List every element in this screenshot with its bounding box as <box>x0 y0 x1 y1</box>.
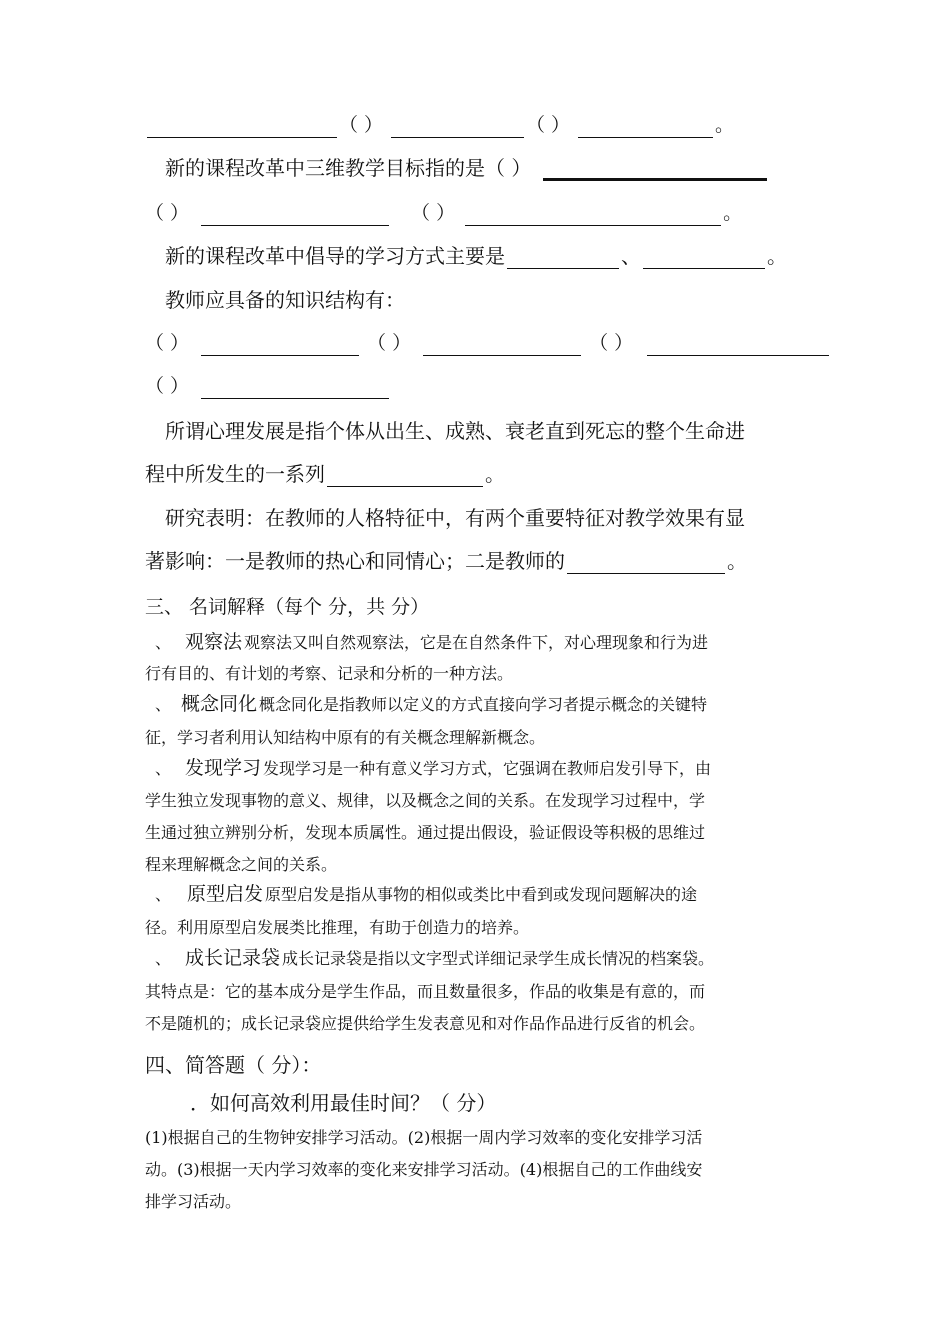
period: 。 <box>767 244 787 268</box>
answer-blank[interactable] <box>201 205 389 226</box>
term-definition: 发现学习是一种有意义学习方式，它强调在教师启发引导下，由 <box>263 759 712 778</box>
section-3-heading <box>145 594 429 620</box>
answer-blank[interactable] <box>643 248 765 269</box>
question-learning-method <box>165 243 787 269</box>
answer-blank[interactable] <box>578 117 713 138</box>
term-definition: 不是随机的；成长记录袋应提供给学生发表意见和对作品作品进行反省的机会。 <box>145 1014 706 1033</box>
paren: （ ） <box>526 114 571 136</box>
question-psych-development-cont <box>145 461 505 487</box>
answer-blank[interactable] <box>147 117 337 138</box>
blank-line-1 <box>145 112 734 138</box>
paren: （ ） <box>145 332 190 354</box>
period: 。 <box>727 549 747 573</box>
paren: （ ） <box>145 375 190 397</box>
term-item-assimilation-cont <box>145 726 545 750</box>
term-item-discovery-cont-1 <box>145 789 705 813</box>
separator: 、 <box>621 244 641 268</box>
answer-blank[interactable] <box>647 335 829 356</box>
item-number: 、 <box>155 633 172 652</box>
answer-text: 排学习活动。 <box>145 1192 242 1211</box>
short-answer-line-2 <box>145 1158 702 1182</box>
question-text: ．如何高效利用最佳时间？（ 分） <box>190 1091 497 1115</box>
question-text: 所谓心理发展是指个体从出生、成熟、衰老直到死忘的整个生命进 <box>165 419 745 443</box>
answer-blank[interactable] <box>201 378 389 399</box>
question-three-dim-goals <box>165 155 769 181</box>
term-definition: 学生独立发现事物的意义、规律，以及概念之间的关系。在发现学习过程中，学 <box>145 791 706 810</box>
term-definition: 生通过独立辨别分析，发现本质属性。通过提出假设，验证假设等积极的思维过 <box>145 823 706 842</box>
question-text: 新的课程改革中倡导的学习方式主要是 <box>165 244 505 268</box>
term-item-portfolio <box>155 946 714 971</box>
period: 。 <box>715 114 735 136</box>
term-definition: 征，学习者利用认知结构中原有的有关概念理解新概念。 <box>145 728 546 747</box>
question-text: 教师应具备的知识结构有： <box>165 288 405 312</box>
term-item-observation-cont <box>145 662 513 686</box>
question-research-cont <box>145 548 747 574</box>
question-research <box>165 505 745 531</box>
term-definition: 径。利用原型启发展类比推理，有助于创造力的培养。 <box>145 918 530 937</box>
period: 。 <box>485 462 505 486</box>
answer-blank[interactable] <box>567 553 725 574</box>
short-answer-line-3 <box>145 1190 241 1214</box>
answer-text: (1)根据自己的生物钟安排学习活动。(2)根据一周内学习效率的变化安排学习活 <box>145 1128 703 1147</box>
answer-text: 动。(3)根据一天内学习效率的变化来安排学习活动。(4)根据自己的工作曲线安 <box>145 1160 703 1179</box>
term-definition: 观察法又叫自然观察法，它是在自然条件下，对心理现象和行为进 <box>244 633 709 652</box>
answer-blank[interactable] <box>391 117 524 138</box>
blank-line-knowledge-1 <box>145 330 831 356</box>
term-item-discovery-cont-3 <box>145 853 337 877</box>
period: 。 <box>723 202 743 224</box>
answer-blank[interactable] <box>543 158 767 181</box>
term-item-portfolio-cont-1 <box>145 980 705 1004</box>
item-number: 、 <box>155 759 172 778</box>
term-definition: 成长记录袋是指以文字型式详细记录学生成长情况的档案袋。 <box>282 949 715 968</box>
answer-blank[interactable] <box>465 205 721 226</box>
term-title: 发现学习 <box>185 757 262 779</box>
term-definition: 概念同化是指教师以定义的方式直接向学习者提示概念的关键特 <box>259 695 708 714</box>
item-number: 、 <box>155 949 172 968</box>
section-4-heading <box>145 1052 321 1078</box>
section-heading: 三、 名词解释（每个 分，共 分） <box>145 596 430 618</box>
question-text: 研究表明：在教师的人格特征中，有两个重要特征对教学效果有显 <box>165 506 745 530</box>
answer-blank[interactable] <box>507 248 619 269</box>
paren: （ ） <box>589 332 634 354</box>
paren: （ ） <box>411 202 456 224</box>
question-text: 著影响：一是教师的热心和同情心；二是教师的 <box>145 549 565 573</box>
question-knowledge-structure <box>165 287 405 313</box>
term-item-portfolio-cont-2 <box>145 1012 705 1036</box>
paren: （ ） <box>367 332 412 354</box>
term-item-prototype-cont <box>145 916 529 940</box>
term-definition: 原型启发是指从事物的相似或类比中看到或发现问题解决的途 <box>265 885 698 904</box>
item-number: 、 <box>155 885 172 904</box>
question-psych-development <box>165 418 745 444</box>
blank-line-knowledge-2 <box>145 373 391 399</box>
term-definition: 程来理解概念之间的关系。 <box>145 855 338 874</box>
term-item-discovery <box>155 756 711 781</box>
term-title: 原型启发 <box>187 883 264 905</box>
term-item-discovery-cont-2 <box>145 821 705 845</box>
answer-blank[interactable] <box>423 335 581 356</box>
answer-blank[interactable] <box>201 335 359 356</box>
item-number: 、 <box>155 695 172 714</box>
section-heading: 四、简答题（ 分）： <box>145 1053 322 1077</box>
paren: （ ） <box>339 114 384 136</box>
short-answer-question <box>190 1090 496 1116</box>
answer-blank[interactable] <box>327 466 483 487</box>
term-item-assimilation <box>155 692 707 717</box>
paren: （ ） <box>145 202 190 224</box>
term-item-observation <box>155 630 708 655</box>
question-text: 程中所发生的一系列 <box>145 462 325 486</box>
term-definition: 行有目的、有计划的考察、记录和分析的一种方法。 <box>145 664 514 683</box>
short-answer-line-1 <box>145 1126 702 1150</box>
question-text: 新的课程改革中三维教学目标指的是（ ） <box>165 156 532 180</box>
term-title: 概念同化 <box>181 693 258 715</box>
term-title: 成长记录袋 <box>185 947 281 969</box>
term-item-prototype <box>155 882 697 907</box>
blank-line-3 <box>145 200 742 226</box>
term-definition: 其特点是：它的基本成分是学生作品，而且数量很多，作品的收集是有意的，而 <box>145 982 706 1001</box>
term-title: 观察法 <box>185 631 243 653</box>
